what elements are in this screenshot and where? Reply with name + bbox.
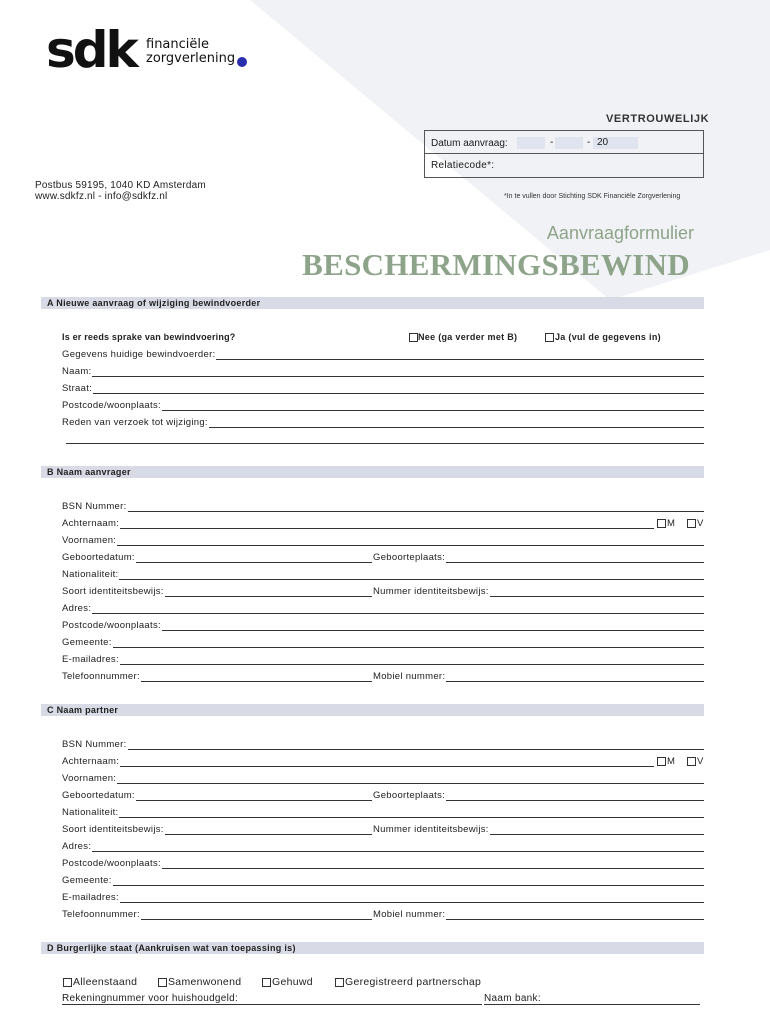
- field-label: Postcode/woonplaats:: [62, 620, 161, 631]
- bsn-field[interactable]: [62, 511, 704, 512]
- nationality-field[interactable]: [62, 579, 704, 580]
- partner-gender-v-checkbox[interactable]: [687, 757, 696, 766]
- field-label: Achternaam:: [62, 756, 120, 767]
- field-label: Mobiel nummer:: [373, 909, 446, 920]
- field-label: Naam bank:: [484, 993, 541, 1004]
- yes-option-label: Ja (vul de gegevens in): [555, 332, 661, 342]
- section-c-heading: C Naam partner: [47, 705, 119, 715]
- field-label: Voornamen:: [62, 773, 117, 784]
- field-label: Gegevens huidige bewindvoerder:: [62, 349, 216, 360]
- registered-partnership-checkbox[interactable]: [335, 978, 344, 987]
- divider: [425, 153, 703, 154]
- field-label: Nationaliteit:: [62, 807, 119, 818]
- field-label: Rekeningnummer voor huishoudgeld:: [62, 993, 239, 1004]
- marital-option-label: Alleenstaand: [73, 976, 138, 988]
- field-label: Telefoonnummer:: [62, 671, 140, 682]
- municipality-field[interactable]: [62, 647, 704, 648]
- form-title: BESCHERMINGSBEWIND: [302, 247, 690, 282]
- field-label: BSN Nummer:: [62, 501, 127, 512]
- no-option-label: Nee (ga verder met B): [418, 332, 518, 342]
- field-label: Geboortedatum:: [62, 552, 135, 563]
- no-checkbox[interactable]: [409, 333, 418, 342]
- marital-option-label: Geregistreerd partnerschap: [345, 976, 482, 988]
- section-c-header: [41, 704, 704, 716]
- address-field[interactable]: [62, 613, 704, 614]
- postal-address: Postbus 59195, 1040 KD Amsterdam: [35, 180, 206, 191]
- gender-v-label: V: [697, 518, 704, 529]
- single-checkbox[interactable]: [63, 978, 72, 987]
- section-a-heading: A Nieuwe aanvraag of wijziging bewindvoerder: [47, 298, 261, 308]
- field-label: Gemeente:: [62, 875, 112, 886]
- field-label: Soort identiteitsbewijs:: [62, 824, 164, 835]
- date-separator: -: [550, 137, 554, 148]
- field-label: Naam:: [62, 366, 92, 377]
- field-label: Postcode/woonplaats:: [62, 400, 161, 411]
- logo-tagline: financiële zorgverlening: [146, 37, 236, 66]
- partner-address-field[interactable]: [62, 851, 704, 852]
- reason-field-continued[interactable]: [66, 443, 704, 444]
- field-label: Postcode/woonplaats:: [62, 858, 161, 869]
- marital-option-label: Gehuwd: [272, 976, 313, 988]
- name-field[interactable]: [62, 376, 704, 377]
- field-label: BSN Nummer:: [62, 739, 127, 750]
- partner-gender-m-checkbox[interactable]: [657, 757, 666, 766]
- date-year-field[interactable]: 20: [593, 137, 638, 149]
- firstnames-field[interactable]: [62, 545, 704, 546]
- section-b-header: [41, 466, 704, 478]
- date-separator: -: [587, 137, 591, 148]
- relation-code-label: Relatiecode*:: [431, 160, 495, 171]
- field-label: Geboorteplaats:: [373, 790, 446, 801]
- gender-m-checkbox[interactable]: [657, 519, 666, 528]
- field-label: Adres:: [62, 603, 92, 614]
- field-label: Gemeente:: [62, 637, 112, 648]
- field-label: Geboortedatum:: [62, 790, 135, 801]
- bank-name-field[interactable]: [484, 1004, 700, 1005]
- date-label: Datum aanvraag:: [431, 138, 508, 149]
- confidential-label: VERTROUWELIJK: [606, 113, 710, 125]
- logo-dot-icon: [237, 57, 247, 67]
- street-field[interactable]: [62, 393, 704, 394]
- existing-administration-question: Is er reeds sprake van bewindvoering?: [62, 332, 236, 342]
- married-checkbox[interactable]: [262, 978, 271, 987]
- contact-info: www.sdkfz.nl - info@sdkfz.nl: [35, 191, 168, 202]
- logo: sdk: [46, 21, 136, 79]
- section-d-heading: D Burgerlijke staat (Aankruisen wat van toepassing is): [47, 943, 296, 953]
- field-label: Straat:: [62, 383, 93, 394]
- marital-option-label: Samenwonend: [168, 976, 242, 988]
- date-month-field[interactable]: [555, 137, 583, 149]
- field-label: Nationaliteit:: [62, 569, 119, 580]
- field-label: Geboorteplaats:: [373, 552, 446, 563]
- email-field[interactable]: [62, 664, 704, 665]
- account-number-field[interactable]: [62, 1004, 482, 1005]
- partner-surname-field[interactable]: [62, 766, 654, 767]
- partner-municipality-field[interactable]: [62, 885, 704, 886]
- partner-email-field[interactable]: [62, 902, 704, 903]
- field-label: Achternaam:: [62, 518, 120, 529]
- cohabiting-checkbox[interactable]: [158, 978, 167, 987]
- gender-m-label: M: [667, 756, 676, 767]
- section-b-heading: B Naam aanvrager: [47, 467, 131, 477]
- section-a-header: [41, 297, 704, 309]
- field-label: Adres:: [62, 841, 92, 852]
- footnote: *In te vullen door Stichting SDK Financiële Zorgverlening: [504, 193, 681, 200]
- field-label: Voornamen:: [62, 535, 117, 546]
- field-label: E-mailadres:: [62, 654, 119, 665]
- section-d-header: [41, 942, 704, 954]
- admin-box: [424, 130, 704, 178]
- partner-nationality-field[interactable]: [62, 817, 704, 818]
- field-label: Nummer identiteitsbewijs:: [373, 586, 489, 597]
- gender-m-label: M: [667, 518, 676, 529]
- field-label: Telefoonnummer:: [62, 909, 140, 920]
- yes-checkbox[interactable]: [545, 333, 554, 342]
- field-label: E-mailadres:: [62, 892, 119, 903]
- field-label: Soort identiteitsbewijs:: [62, 586, 164, 597]
- partner-firstnames-field[interactable]: [62, 783, 704, 784]
- form-subtitle: Aanvraagformulier: [546, 223, 694, 243]
- partner-bsn-field[interactable]: [62, 749, 704, 750]
- field-label: Reden van verzoek tot wijziging:: [62, 417, 208, 428]
- date-day-field[interactable]: [517, 137, 545, 149]
- field-label: Mobiel nummer:: [373, 671, 446, 682]
- gender-v-label: V: [697, 756, 704, 767]
- field-label: Nummer identiteitsbewijs:: [373, 824, 489, 835]
- surname-field[interactable]: [62, 528, 654, 529]
- gender-v-checkbox[interactable]: [687, 519, 696, 528]
